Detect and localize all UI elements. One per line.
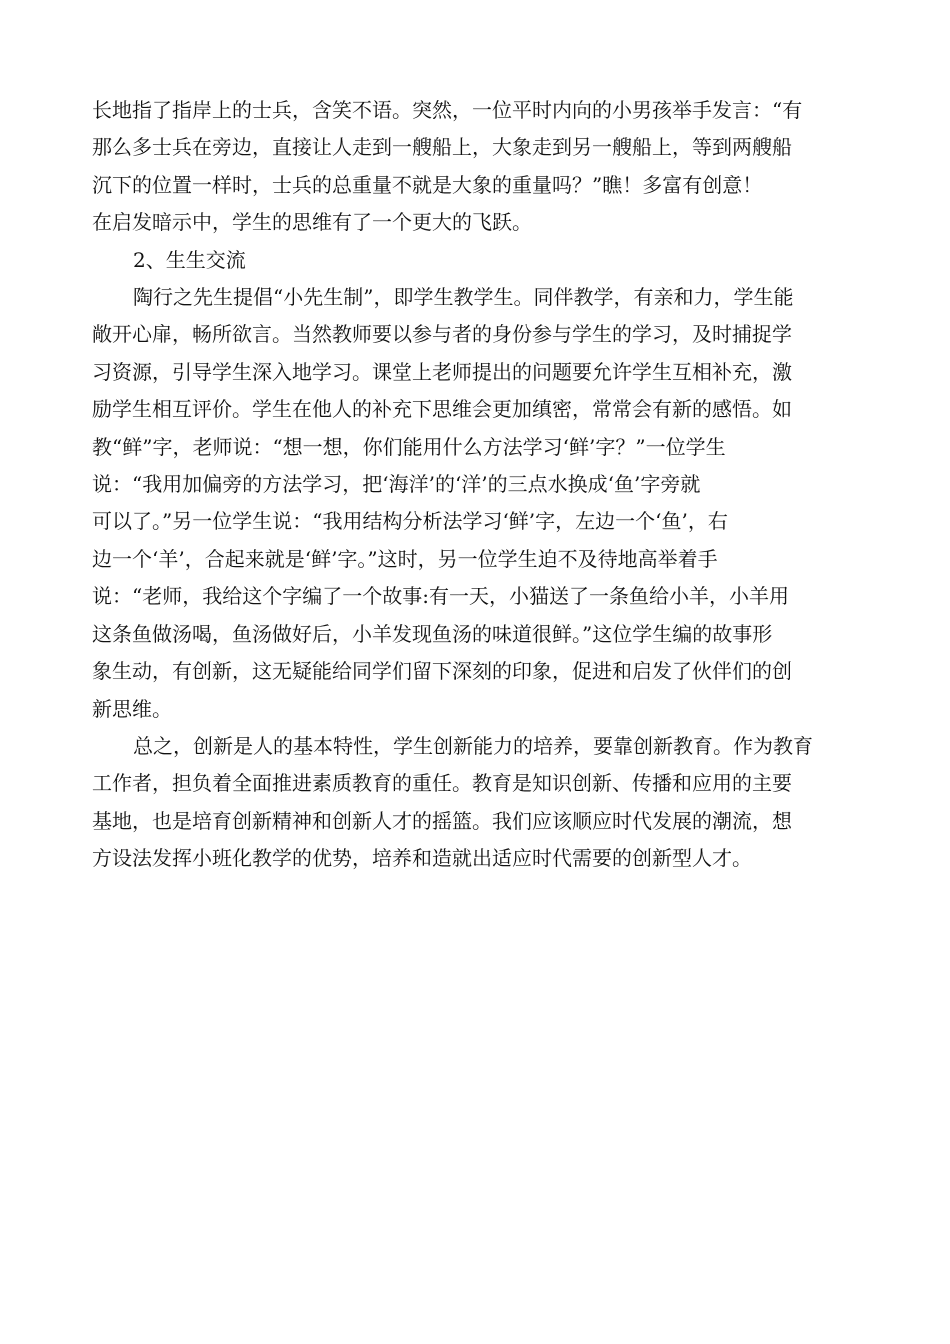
text-line: 方设法发挥小班化教学的优势，培养和造就出适应时代需要的创新型人才。 <box>92 846 752 871</box>
text-line: 教“鲜”字，老师说：“想一想，你们能用什么方法学习‘鲜’字？”一位学生 <box>92 434 726 459</box>
paragraph-continuation <box>92 92 860 242</box>
text-line: 象生动，有创新，这无疑能给同学们留下深刻的印象，促进和启发了伙伴们的创 <box>92 659 792 684</box>
text-line: 说：“我用加偏旁的方法学习，把‘海洋’的‘洋’的三点水换成‘鱼’字旁就 <box>92 472 701 497</box>
paragraph-conclusion <box>92 728 860 878</box>
text-line: 敞开心扉，畅所欲言。当然教师要以参与者的身份参与学生的学习，及时捕捉学 <box>92 322 792 347</box>
text-line: 励学生相互评价。学生在他人的补充下思维会更加缜密，常常会有新的感悟。如 <box>92 397 792 422</box>
text-line: 基地，也是培育创新精神和创新人才的摇篮。我们应该顺应时代发展的潮流，想 <box>92 808 792 833</box>
text-line: 长地指了指岸上的士兵，含笑不语。突然，一位平时内向的小男孩举手发言：“有 <box>92 98 803 122</box>
text-line: 这条鱼做汤喝，鱼汤做好后，小羊发现鱼汤的味道很鲜。”这位学生编的故事形 <box>92 621 773 646</box>
text-line: 新思维。 <box>92 696 172 721</box>
text-line: 那么多士兵在旁边，直接让人走到一艘船上，大象走到另一艘船上，等到两艘船 <box>92 135 792 160</box>
section-heading <box>92 242 860 279</box>
text-line: 习资源，引导学生深入地学习。课堂上老师提出的问题要允许学生互相补充，激 <box>92 359 792 384</box>
text-line: 边一个‘羊’，合起来就是‘鲜’字。”这时，另一位学生迫不及待地高举着手 <box>92 546 718 571</box>
document-body <box>92 92 860 878</box>
text-line: 沉下的位置一样时，士兵的总重量不就是大象的重量吗？”瞧！多富有创意！ <box>92 172 763 197</box>
text-line: 可以了。”另一位学生说：“我用结构分析法学习‘鲜’字，左边一个‘鱼’，右 <box>92 509 728 534</box>
section-heading-text: 2、生生交流 <box>133 247 246 272</box>
text-line: 说：“老师，我给这个字编了一个故事:有一天，小猫送了一条鱼给小羊，小羊用 <box>92 584 789 609</box>
text-line: 陶行之先生提倡“小先生制”，即学生教学生。同伴教学，有亲和力，学生能 <box>133 285 794 310</box>
text-line: 在启发暗示中，学生的思维有了一个更大的飞跃。 <box>92 210 532 235</box>
text-line: 工作者，担负着全面推进素质教育的重任。教育是知识创新、传播和应用的主要 <box>92 771 792 796</box>
paragraph-peer-exchange <box>92 279 860 728</box>
text-line: 总之，创新是人的基本特性，学生创新能力的培养，要靠创新教育。作为教育 <box>133 733 813 758</box>
